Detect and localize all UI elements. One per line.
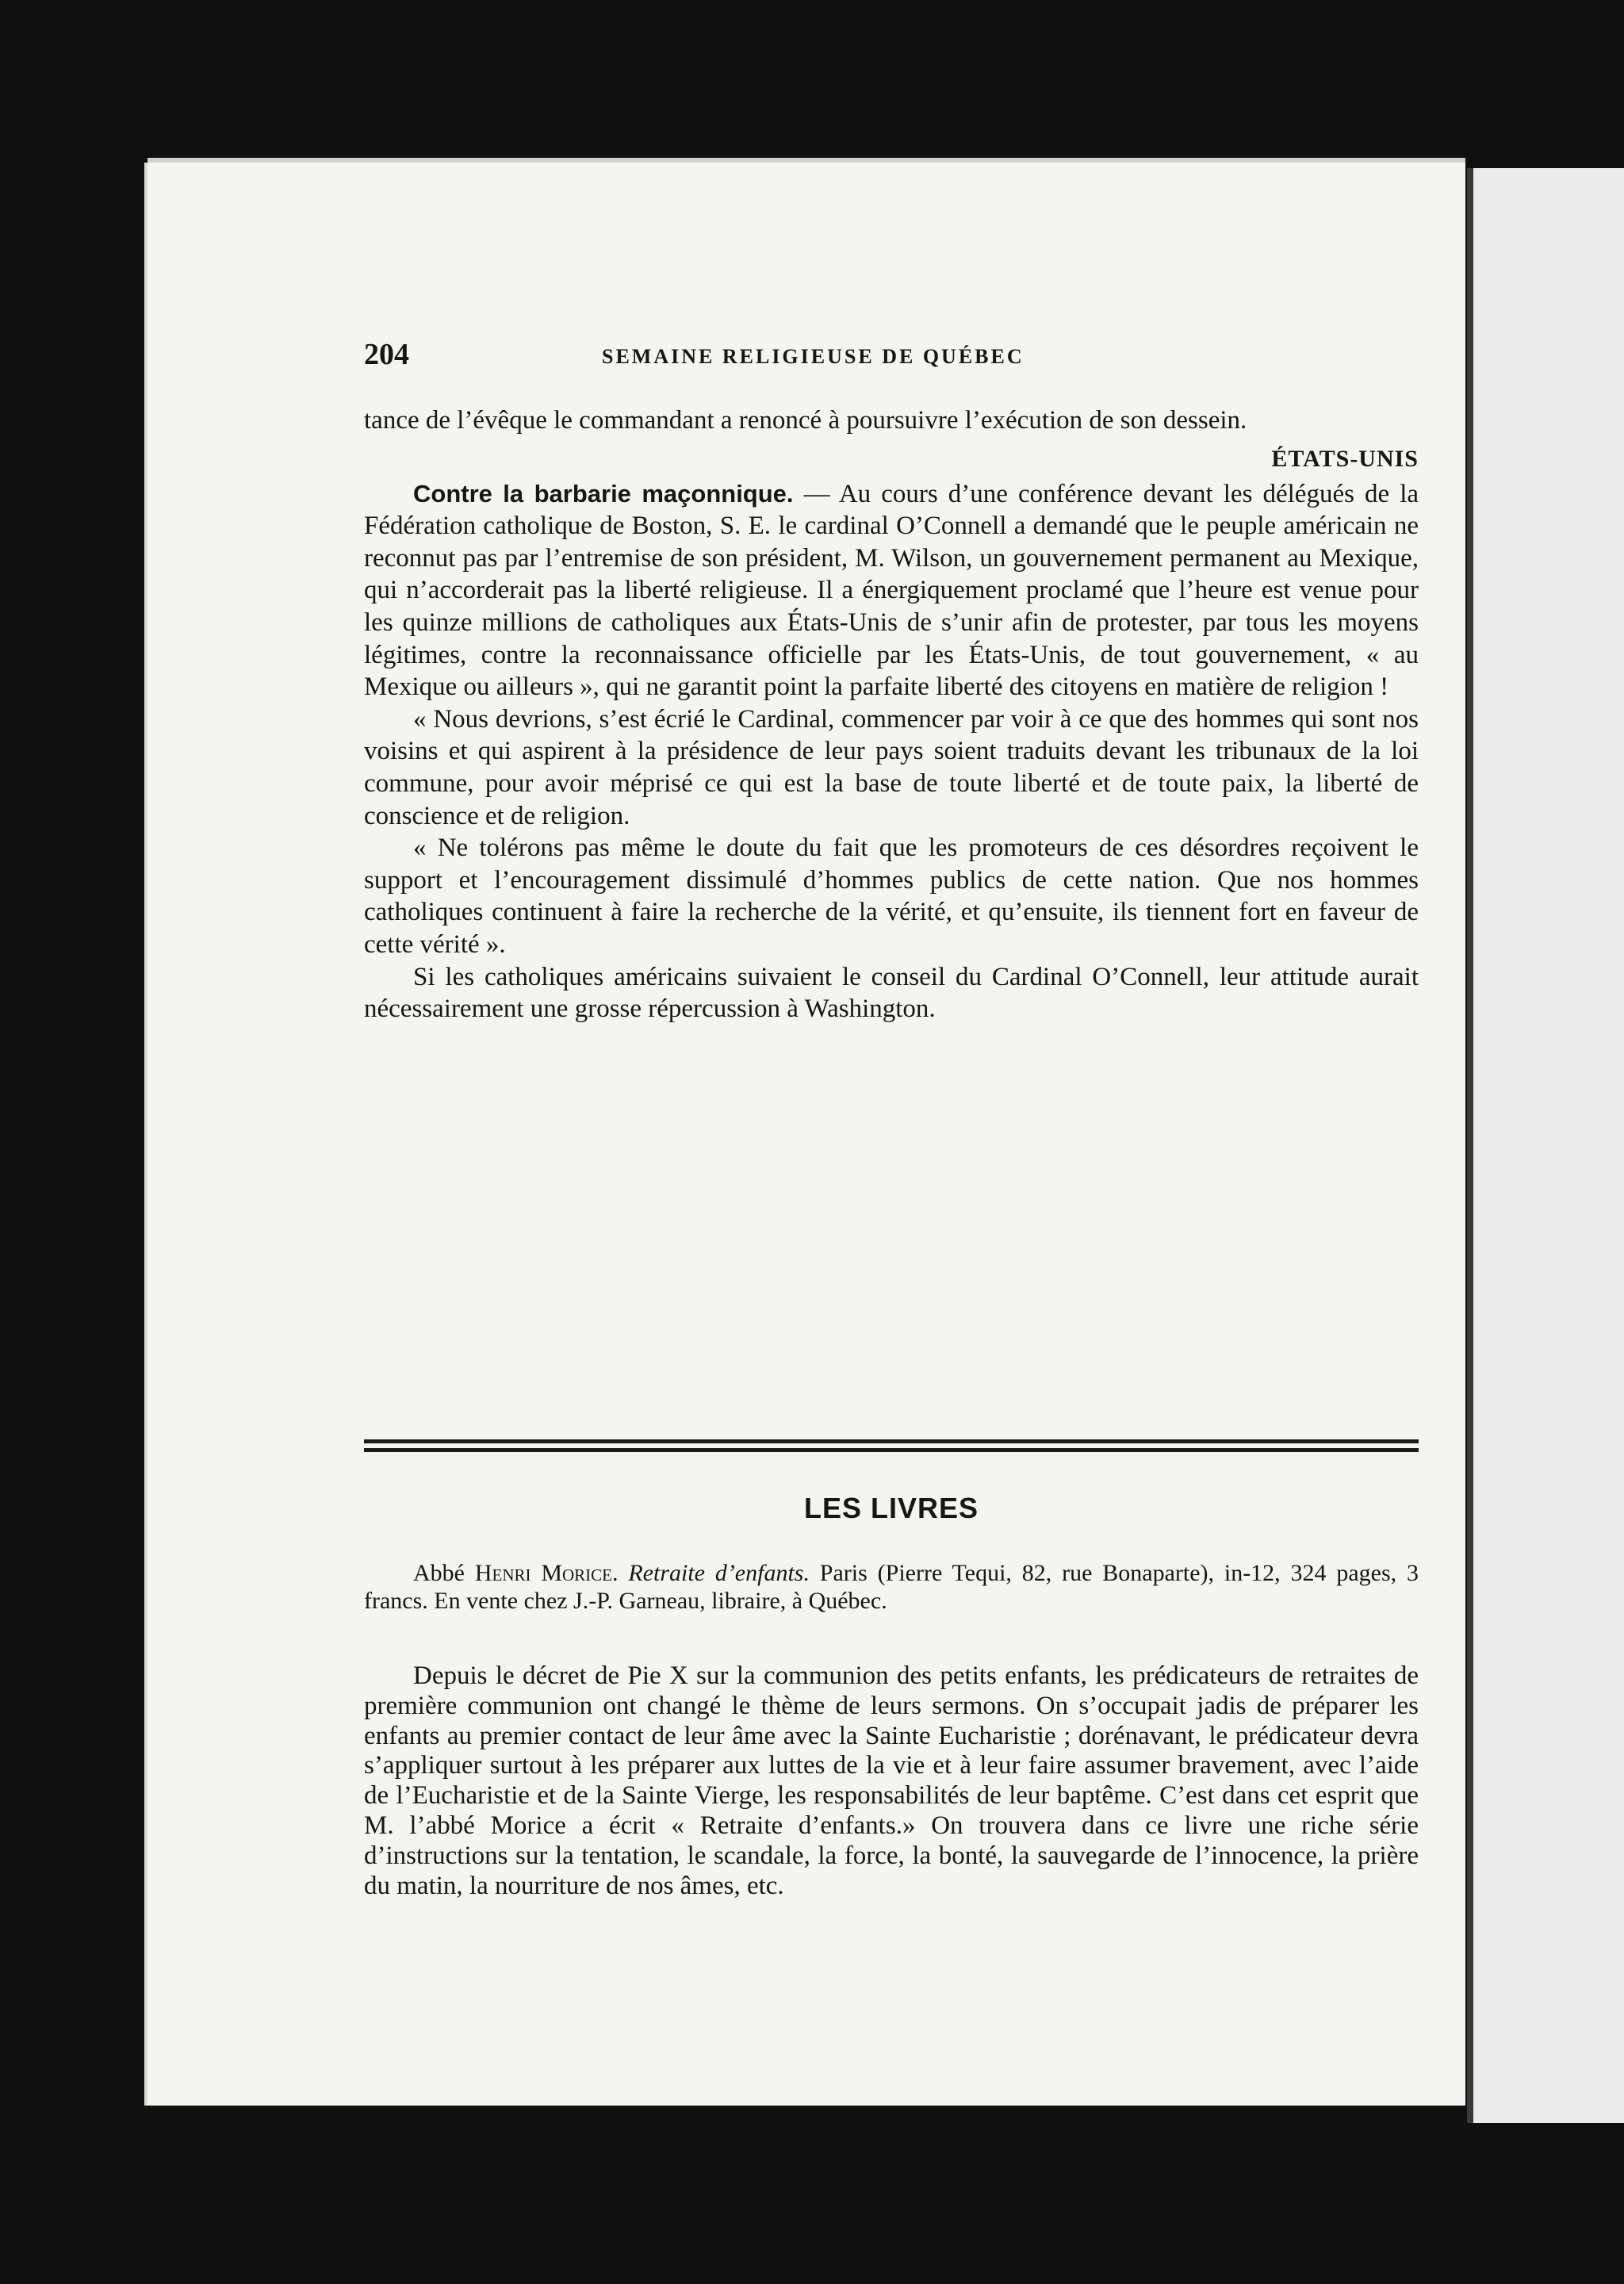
book-author: Henri Morice (474, 1560, 612, 1586)
author-prefix: Abbé (413, 1560, 475, 1586)
running-head: SEMAINE RELIGIEUSE DE QUÉBEC (602, 345, 1025, 368)
article-paragraph-4: Si les catholiques américains suivaient le conseil du Cardinal O’Connell, leur attitude aurait nécessairement une grosse répercussion à Washington. (364, 962, 1419, 1024)
section-heading: ÉTATS-UNIS (1271, 445, 1419, 472)
book-reference (364, 1560, 1419, 1615)
page-header (364, 337, 1419, 377)
document-page (147, 163, 1465, 2106)
book-title: Retraite d’enfants. (628, 1560, 810, 1586)
page-number: 204 (364, 338, 409, 371)
article-paragraph-1 (364, 478, 1419, 703)
article-body (364, 404, 1419, 1025)
article-paragraph-3: « Ne tolérons pas même le doute du fait que les promoteurs de ces désordres reçoivent le support et l’encouragement dissimulé d’hommes publics de cette nation. Que nos hommes catholiques continuent à faire la recherche de la vérité, et qu’ensuite, ils tiennent fort en faveur de cette vérité ». (364, 834, 1419, 959)
review-paragraph: Depuis le décret de Pie X sur la communion des petits enfants, les prédicateurs de retraites de première communion ont changé le thème de leurs sermons. On s’occupait jadis de préparer les enfants au premier contact de leur âme avec la Sainte Eucharistie ; dorénavant, le prédicateur devra s’appliquer surtout à les préparer aux luttes de la vie et à leur faire assumer bravement, avec l’aide de l’Eucharistie et de la Sainte Vierge, les responsabilités de leur baptême. C’est dans cet esprit que M. l’abbé Morice a écrit « Retraite d’enfants.» On trouvera dans ce livre une riche série d’instructions sur la tentation, le scandale, la force, la bonté, la sauvegarde de l’innocence, la prière du matin, la nourriture de nos âmes, etc. (364, 1661, 1419, 1900)
books-section-title: LES LIVRES (803, 1492, 979, 1524)
paragraph-1-text: — Au cours d’une conférence devant les délégués de la Fédération catholique de Boston, S. E. le cardinal O’Connell a demandé que le peuple américain ne reconnut pas par l’entremise de son président, M. Wilson, un gouvernement permanent au Mexique, qui n’accorderait pas la liberté religieuse. Il a énergiquement proclamé que l’heure est venue pour les quinze millions de catholiques aux États-Unis de s’unir afin de protester, par tous les moyens légitimes, contre la reconnaissance officielle par les États-Unis, de tout gouvernement, « au Mexique ou ailleurs », qui ne garantit point la parfaite liberté des citoyens en matière de religion ! (364, 479, 1419, 702)
adjacent-page-edge (1467, 168, 1624, 2123)
continuation-paragraph: tance de l’évêque le commandant a renoncé à poursuivre l’exécution de son dessein. (364, 406, 1247, 435)
section-divider (364, 1439, 1419, 1452)
book-details: Paris (Pierre Tequi, 82, rue Bonaparte), in-12, 324 pages, 3 francs. En vente chez J.-P. Garneau, libraire, à Québec. (364, 1560, 1419, 1614)
book-review (364, 1661, 1419, 1901)
article-paragraph-2: « Nous devrions, s’est écrié le Cardinal, commencer par voir à ce que des hommes qui sont nos voisins et qui aspirent à la présidence de leur pays soient traduits devant les tribunaux de la loi commune, pour avoir méprisé ce qui est la base de toute liberté et de toute paix, la liberté de conscience et de religion. (364, 704, 1419, 830)
author-separator: . (612, 1560, 629, 1586)
article-lead: Contre la barbarie maçonnique. (413, 479, 794, 508)
